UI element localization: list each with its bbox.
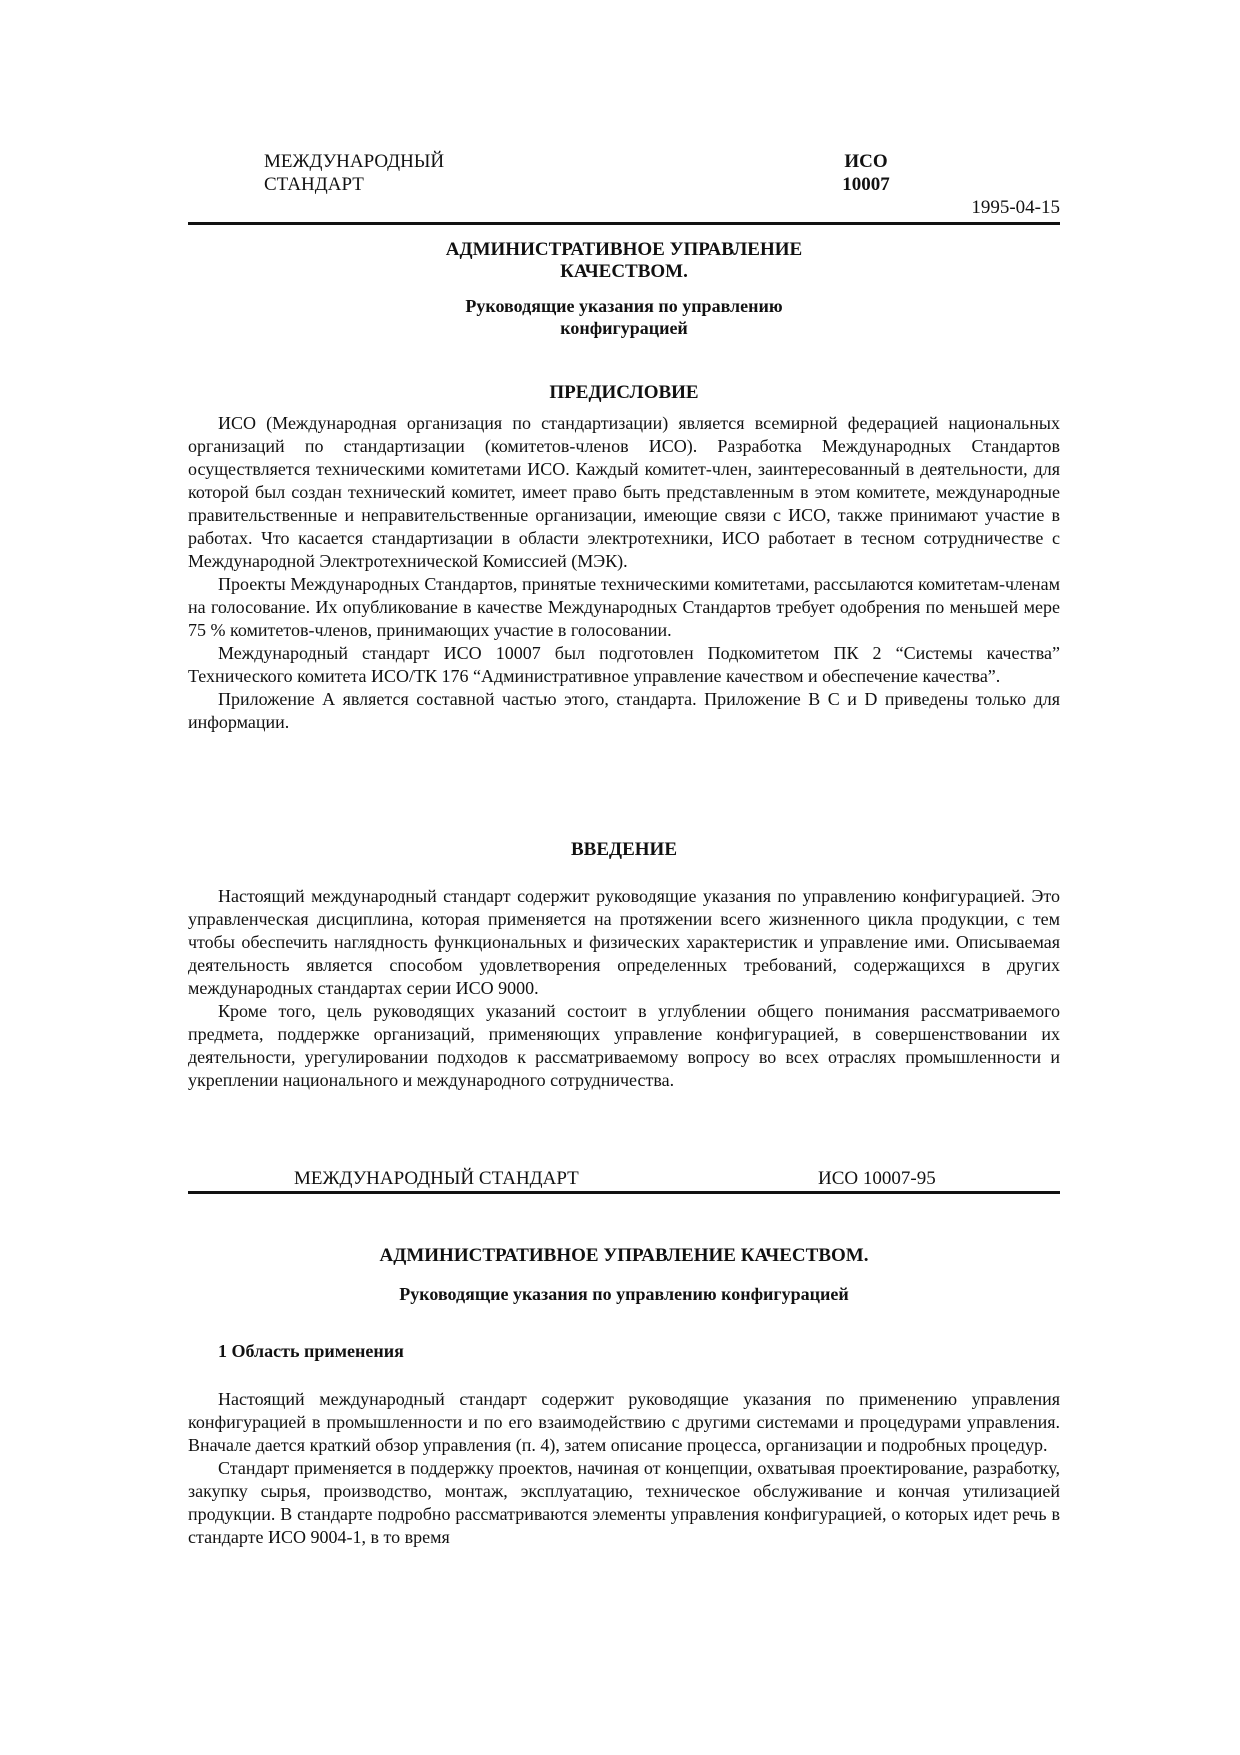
header-left-line2: СТАНДАРТ <box>264 174 364 195</box>
header-right <box>836 150 896 196</box>
header-date: 1995-04-15 <box>971 197 1060 218</box>
scope-paragraph-1: Настоящий международный стандарт содержит руководящие указания по применению управления конфигурацией в промышленности и по его взаимодействию с другими системами и процедурами управления. Вначале дается краткий обзор управления (п. 4), затем описание процесса, организации и подробных процедур. <box>188 1389 1060 1455</box>
foreword-paragraph-1: ИСО (Международная организация по стандартизации) является всемирной федерацией национальных организаций по стандартизации (комитетов-членов ИСО). Разработка Международных Стандартов осуществляется техническими комитетами ИСО. Каждый комитет-член, заинтересованный в деятельности, для которой был создан технический комитет, имеет право быть представленным в этом комитете, международные правительственные и неправительственные организации, имеющие связи с ИСО, также принимают участие в работах. Что касается стандартизации в области электротехники, ИСО работает в тесном сотрудничестве с Международной Электротехнической Комиссией (МЭК). <box>188 413 1060 571</box>
main-subtitle: Руководящие указания по управлению конфигурацией <box>399 1284 849 1304</box>
header-right-line1: ИСО <box>844 151 888 172</box>
introduction-paragraph-1: Настоящий международный стандарт содержит руководящие указания по управлению конфигурацией. Это управленческая дисциплина, которая применяется на протяжении всего жизненного цикла продукции, с тем чтобы обеспечить наглядность функциональных и физических характеристик и управление ими. Описываемая деятельность является способом удовлетворения определенных требований, содержащихся в других международных стандартах серии ИСО 9000. <box>188 886 1060 998</box>
header-left <box>264 150 444 196</box>
header-rule <box>188 222 1060 225</box>
standard-header-left: МЕЖДУНАРОДНЫЙ СТАНДАРТ <box>294 1168 579 1189</box>
introduction-paragraph-2: Кроме того, цель руководящих указаний состоит в углублении общего понимания рассматриваемого предмета, поддержке организаций, применяющих управление конфигурацией, в совершенствовании их деятельности, урегулировании подходов к рассматриваемому вопросу во всех отраслях промышленности и укреплении национального и международного сотрудничества. <box>188 1001 1060 1090</box>
standard-header-rule <box>188 1191 1060 1194</box>
scope-heading: 1 Область применения <box>218 1341 404 1361</box>
title-block <box>188 239 1060 339</box>
introduction-section <box>188 839 1060 1092</box>
header-left-line1: МЕЖДУНАРОДНЫЙ <box>264 151 445 172</box>
scope-paragraph-2: Стандарт применяется в поддержку проектов, начиная от концепции, охватывая проектирование, разработку, закупку сырья, производство, монтаж, эксплуатацию, техническое обслуживание и кончая утилизацией продукции. В стандарте подробно рассматриваются элементы управления конфигурацией, о которых идет речь в стандарте ИСО 9004-1, в то время <box>188 1458 1060 1547</box>
scope-section <box>188 1340 1060 1549</box>
main-title-block <box>188 1245 1060 1305</box>
header-right-line2: 10007 <box>842 174 890 195</box>
main-title: АДМИНИСТРАТИВНОЕ УПРАВЛЕНИЕ КАЧЕСТВОМ. <box>379 1245 869 1266</box>
title-line2: КАЧЕСТВОМ. <box>560 261 688 282</box>
foreword-paragraph-3: Международный стандарт ИСО 10007 был подготовлен Подкомитетом ПК 2 “Системы качества” Технического комитета ИСО/ТК 176 “Административное управление качеством и обеспечение качества”. <box>188 643 1060 686</box>
title-line1: АДМИНИСТРАТИВНОЕ УПРАВЛЕНИЕ <box>445 239 803 260</box>
foreword-paragraph-4: Приложение А является составной частью этого, стандарта. Приложение В С и D приведены только для информации. <box>188 689 1060 732</box>
foreword-heading: ПРЕДИСЛОВИЕ <box>549 382 699 403</box>
foreword-paragraph-2: Проекты Международных Стандартов, принятые техническими комитетами, рассылаются комитетам-членам на голосование. Их опубликование в качестве Международных Стандартов требует одобрения по меньшей мере 75 % комитетов-членов, принимающих участие в голосовании. <box>188 574 1060 640</box>
document-header <box>188 150 1060 224</box>
standard-header-right: ИСО 10007-95 <box>818 1168 936 1189</box>
introduction-heading: ВВЕДЕНИЕ <box>571 839 677 860</box>
foreword-section <box>188 382 1060 734</box>
subtitle-line1: Руководящие указания по управлению <box>465 296 783 316</box>
subtitle-line2: конфигурацией <box>560 318 688 338</box>
